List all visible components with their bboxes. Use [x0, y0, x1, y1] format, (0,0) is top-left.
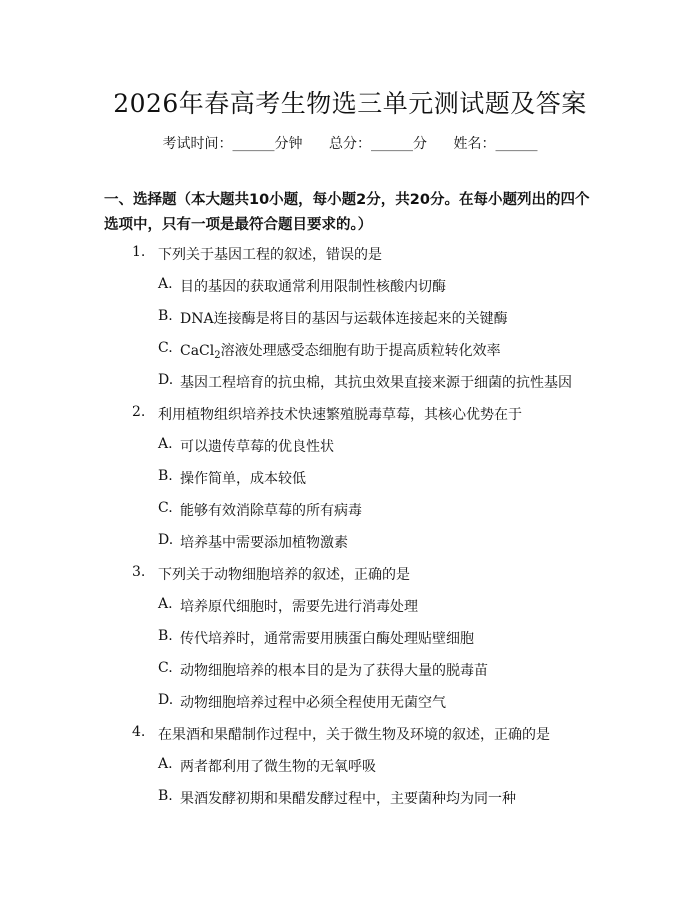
formula-subscript: 2 [214, 350, 221, 361]
option-letter: B. [158, 308, 173, 324]
option-text: 操作简单，成本较低 [180, 471, 306, 487]
option-letter: B. [158, 628, 173, 644]
option-letter: D. [158, 532, 174, 548]
question-number: 2. [132, 404, 146, 420]
option-letter: C. [158, 500, 173, 516]
option-letter: A. [158, 596, 173, 612]
option-letter: D. [158, 372, 174, 388]
option-text: 能够有效消除草莓的所有病毒 [180, 503, 362, 519]
option-letter: C. [158, 340, 173, 356]
option-letter: B. [158, 468, 173, 484]
option-letter: A. [158, 276, 173, 292]
question-number: 3. [132, 564, 146, 580]
option-text: 基因工程培育的抗虫棉，其抗虫效果直接来源于细菌的抗性基因 [180, 375, 572, 391]
option-text: 目的基因的获取通常利用限制性核酸内切酶 [180, 279, 446, 295]
question-text: 利用植物组织培养技术快速繁殖脱毒草莓，其核心优势在于 [158, 407, 522, 423]
page-title: 2026年春高考生物选三单元测试题及答案 [113, 89, 587, 118]
question-number: 1. [132, 244, 146, 260]
option-letter: A. [158, 436, 173, 452]
option-text: DNA连接酶是将目的基因与运载体连接起来的关键酶 [180, 311, 508, 327]
option-letter: C. [158, 660, 173, 676]
question-text: 在果酒和果醋制作过程中，关于微生物及环境的叙述，正确的是 [158, 727, 550, 743]
option-text-rest: 溶液处理感受态细胞有助于提高质粒转化效率 [220, 343, 501, 359]
option-text: 两者都利用了微生物的无氧呼吸 [180, 759, 376, 775]
option-text: 动物细胞培养的根本目的是为了获得大量的脱毒苗 [180, 663, 488, 679]
student-name-field: 姓名：______ [453, 136, 538, 152]
option-text: 可以遗传草莓的优良性状 [180, 439, 334, 455]
total-score-field: 总分：______分 [329, 136, 427, 152]
exam-meta [0, 133, 700, 153]
option-text: 培养原代细胞时，需要先进行消毒处理 [180, 599, 418, 615]
option-text: 培养基中需要添加植物激素 [180, 535, 348, 551]
option-text: 动物细胞培养过程中必须全程使用无菌空气 [180, 695, 446, 711]
formula-base: CaCl [180, 343, 215, 359]
exam-time-field: 考试时间：______分钟 [162, 136, 303, 152]
question-text: 下列关于基因工程的叙述，错误的是 [158, 247, 382, 263]
option-letter: D. [158, 692, 174, 708]
option-letter: A. [158, 756, 173, 772]
question-text: 下列关于动物细胞培养的叙述，正确的是 [158, 567, 410, 583]
option-text [180, 340, 501, 361]
option-text: 传代培养时，通常需要用胰蛋白酶处理贴壁细胞 [180, 631, 474, 647]
option-text: 果酒发酵初期和果醋发酵过程中，主要菌种均为同一种 [180, 791, 516, 807]
section-heading: 一、选择题（本大题共10小题，每小题2分，共20分。在每小题列出的四个选项中，只有一项是最符合题目要求的。） [104, 192, 590, 233]
question-number: 4. [132, 724, 146, 740]
option-letter: B. [158, 788, 173, 804]
